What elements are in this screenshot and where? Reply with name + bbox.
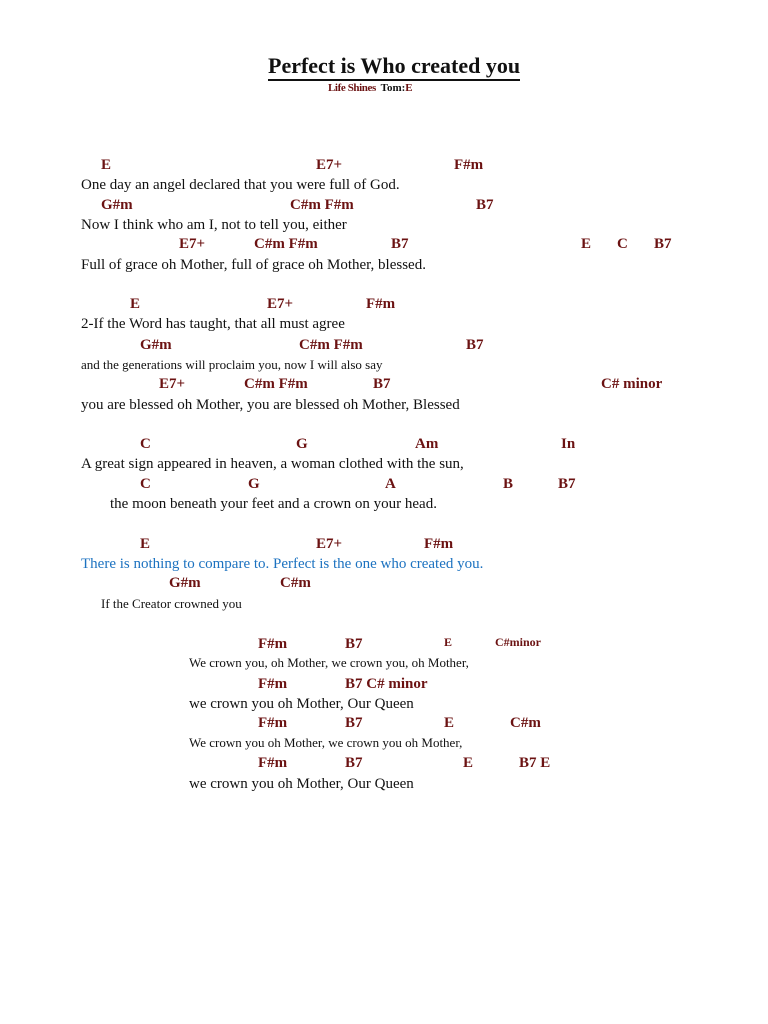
chord: E <box>101 157 112 173</box>
chord: B7 C# minor <box>345 676 428 692</box>
chord: B7 <box>476 197 494 213</box>
lyric-line: you are blessed oh Mother, you are blessed oh Mother, Blessed <box>81 397 460 413</box>
chord: B7 <box>391 236 409 252</box>
chord: F#m <box>258 676 288 692</box>
chord: G#m <box>101 197 133 213</box>
lyric-line: 2-If the Word has taught, that all must agree <box>81 316 345 332</box>
chord: B7 <box>345 636 363 652</box>
chord: F#m <box>366 296 396 312</box>
chord: C <box>140 436 151 452</box>
chorus-lyric-line: There is nothing to compare to. Perfect is the one who created you. <box>81 556 484 572</box>
song-title: Perfect is Who created you <box>268 53 520 81</box>
chord: B7 <box>345 715 363 731</box>
chord: G <box>296 436 308 452</box>
chord: C#minor <box>495 635 541 649</box>
chord: C#m <box>510 715 541 731</box>
chord: C#m F#m <box>254 236 318 252</box>
chord: E <box>444 635 453 649</box>
lyric-line: the moon beneath your feet and a crown on your head. <box>110 496 437 512</box>
chord: C <box>140 476 151 492</box>
lyric-line: and the generations will proclaim you, now I will also say <box>81 357 383 372</box>
chord: In <box>561 436 576 452</box>
chord: B7 E <box>519 755 551 771</box>
artist-name: Life Shines <box>328 82 376 94</box>
chord: G#m <box>169 575 201 591</box>
chord: E <box>581 236 592 252</box>
lyric-line: We crown you, oh Mother, we crown you, oh Mother, <box>189 655 469 670</box>
song-subtitle <box>328 82 413 94</box>
chord: F#m <box>258 715 288 731</box>
chord: E <box>140 536 151 552</box>
chord: B7 <box>654 236 672 252</box>
chord: F#m <box>258 636 288 652</box>
chord: B <box>503 476 514 492</box>
key-label: Tom: <box>380 82 406 94</box>
chord: E <box>444 715 455 731</box>
chord: G <box>248 476 260 492</box>
chord: G#m <box>140 337 172 353</box>
key-value: E <box>405 82 413 94</box>
chord: C# minor <box>601 376 663 392</box>
chord: C <box>617 236 628 252</box>
chord: E <box>463 755 474 771</box>
chord: C#m F#m <box>290 197 354 213</box>
chord: E7+ <box>179 236 206 252</box>
chord: C#m <box>280 575 311 591</box>
chord: E7+ <box>316 536 343 552</box>
chord: C#m F#m <box>299 337 363 353</box>
chord: B7 <box>558 476 576 492</box>
chord: E7+ <box>159 376 186 392</box>
chord: F#m <box>454 157 484 173</box>
chord: F#m <box>424 536 454 552</box>
chord: A <box>385 476 396 492</box>
lyric-line: If the Creator crowned you <box>101 596 242 611</box>
chord: F#m <box>258 755 288 771</box>
lyric-line: we crown you oh Mother, Our Queen <box>189 776 414 792</box>
lyric-line: A great sign appeared in heaven, a woman clothed with the sun, <box>81 456 464 472</box>
chord: E7+ <box>316 157 343 173</box>
chord: C#m F#m <box>244 376 308 392</box>
chord: E7+ <box>267 296 294 312</box>
lyric-line: We crown you oh Mother, we crown you oh Mother, <box>189 735 463 750</box>
chord: B7 <box>466 337 484 353</box>
chord: Am <box>415 436 439 452</box>
chord: B7 <box>373 376 391 392</box>
lyric-line: Now I think who am I, not to tell you, either <box>81 217 347 233</box>
chord: E <box>130 296 141 312</box>
lyric-line: we crown you oh Mother, Our Queen <box>189 696 414 712</box>
chord: B7 <box>345 755 363 771</box>
lyric-line: Full of grace oh Mother, full of grace oh Mother, blessed. <box>81 257 426 273</box>
lyric-line: One day an angel declared that you were full of God. <box>81 177 400 193</box>
